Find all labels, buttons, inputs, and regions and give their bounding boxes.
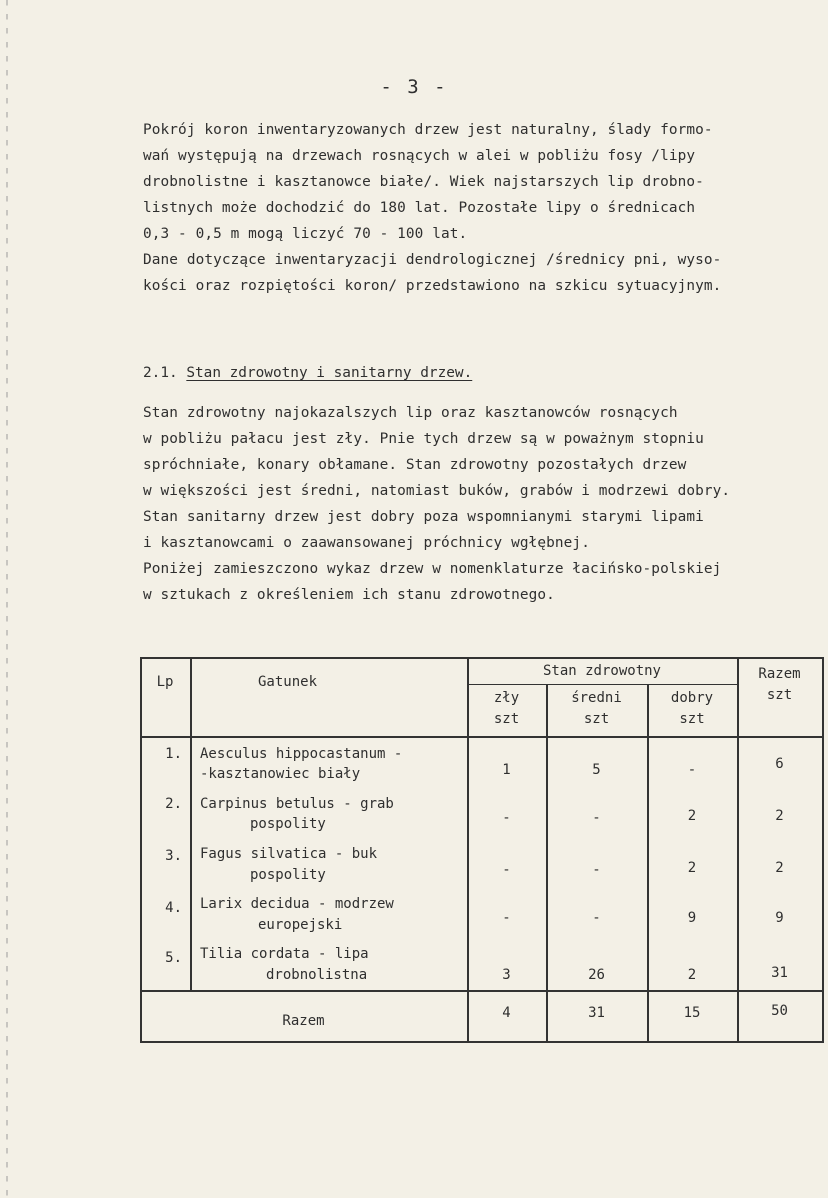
row-lp: 4.	[165, 900, 182, 916]
row-lp: 3.	[165, 848, 182, 864]
row-species-latin: Larix decidua - modrzew	[200, 896, 394, 912]
text-line: 0,3 - 0,5 m mogą liczyć 70 - 100 lat.	[143, 226, 468, 242]
text-line: w pobliżu pałacu jest zły. Pnie tych drzew są w poważnym stopniu	[143, 431, 704, 447]
section-number: 2.1.	[143, 365, 178, 381]
total-razem: 50	[771, 1003, 788, 1019]
text-line: spróchniałe, konary obłamane. Stan zdrowotny pozostałych drzew	[143, 457, 687, 473]
text-line: drobnolistne i kasztanowce białe/. Wiek najstarszych lip drobno-	[143, 174, 704, 190]
row-dobry: 2	[687, 808, 697, 824]
section-paragraph	[143, 400, 815, 608]
total-sredni: 31	[588, 1005, 605, 1021]
row-dobry: 2	[687, 967, 697, 983]
row-species-polish: europejski	[258, 917, 343, 933]
row-sredni: 5	[592, 762, 601, 778]
text-line: listnych może dochodzić do 180 lat. Pozostałe lipy o średnicach	[143, 200, 696, 216]
text-line: wań występują na drzewach rosnących w alei w pobliżu fosy /lipy	[143, 148, 696, 164]
row-razem: 2	[775, 808, 784, 824]
row-species-latin: Aesculus hippocastanum -	[200, 746, 403, 762]
row-sredni: -	[592, 810, 601, 826]
table-border-top	[140, 657, 824, 659]
header-lp: Lp	[156, 674, 174, 690]
row-zly: 1	[502, 762, 511, 778]
total-dobry: 15	[683, 1005, 701, 1021]
header-stan-zdrowotny: Stan zdrowotny	[542, 663, 661, 679]
binding-margin	[6, 0, 8, 1198]
row-dobry: 2	[687, 860, 697, 876]
text-line: kości oraz rozpiętości koron/ przedstawiono na szkicu sytuacyjnym.	[143, 278, 722, 294]
header-razem: Razem	[758, 666, 801, 682]
table-header-rule	[140, 736, 824, 738]
row-species-polish: drobnolistna	[266, 967, 368, 983]
row-lp: 2.	[165, 796, 182, 812]
row-sredni: -	[592, 910, 601, 926]
row-zly: -	[502, 810, 511, 826]
row-lp: 5.	[165, 950, 182, 966]
table-col-rule	[190, 657, 192, 990]
header-gatunek: Gatunek	[258, 674, 318, 690]
text-line: Stan sanitarny drzew jest dobry poza wspomnianymi starymi lipami	[143, 509, 704, 525]
row-lp: 1.	[165, 746, 182, 762]
row-species-polish: -kasztanowiec biały	[200, 766, 361, 782]
row-zly: 3	[502, 967, 511, 983]
text-line: Dane dotyczące inwentaryzacji dendrologicznej /średnicy pni, wyso-	[143, 252, 722, 268]
header-dobry-unit: szt	[679, 711, 705, 727]
text-line: Poniżej zamieszczono wykaz drzew w nomenklaturze łacińsko-polskiej	[143, 561, 722, 577]
table-border-right	[822, 657, 824, 1042]
section-heading	[143, 360, 472, 386]
total-label: Razem	[282, 1013, 325, 1029]
row-species-latin: Tilia cordata - lipa	[200, 946, 369, 962]
row-species-polish: pospolity	[250, 816, 326, 832]
row-zly: -	[502, 910, 511, 926]
text-line: Stan zdrowotny najokazalszych lip oraz kasztanowców rosnących	[143, 405, 678, 421]
row-razem: 9	[775, 910, 784, 926]
header-razem-unit: szt	[766, 687, 793, 703]
table-border-bottom	[140, 1041, 824, 1043]
row-sredni: -	[592, 862, 601, 878]
text-line: w większości jest średni, natomiast buków, grabów i modrzewi dobry.	[143, 483, 731, 499]
header-sredni-unit: szt	[583, 711, 610, 727]
header-zly: zły	[493, 690, 520, 706]
text-line: w sztukach z określeniem ich stanu zdrowotnego.	[143, 587, 555, 603]
text-line: Pokrój koron inwentaryzowanych drzew jest naturalny, ślady formo-	[143, 122, 713, 138]
total-zly: 4	[502, 1005, 511, 1021]
row-razem: 6	[775, 756, 784, 772]
page-number: - 3 -	[380, 76, 448, 98]
row-dobry: -	[687, 762, 697, 778]
row-dobry: 9	[687, 910, 697, 926]
header-dobry: dobry	[670, 690, 714, 706]
table-total-rule	[140, 990, 824, 992]
tree-inventory-table	[140, 657, 824, 1043]
section-title: Stan zdrowotny i sanitarny drzew.	[186, 365, 473, 381]
text-line: i kasztanowcami o zaawansowanej próchnicy wgłębnej.	[143, 535, 590, 551]
intro-paragraph	[143, 117, 815, 299]
header-sredni: średni	[571, 690, 622, 706]
row-razem: 2	[775, 860, 784, 876]
row-species-latin: Carpinus betulus - grab	[200, 796, 394, 812]
row-zly: -	[502, 862, 511, 878]
row-species-latin: Fagus silvatica - buk	[200, 846, 378, 862]
row-sredni: 26	[588, 967, 605, 983]
row-razem: 31	[771, 965, 788, 981]
table-col-rule	[737, 657, 739, 1042]
table-subheader-rule	[467, 684, 737, 685]
header-zly-unit: szt	[493, 711, 520, 727]
row-species-polish: pospolity	[250, 867, 326, 883]
